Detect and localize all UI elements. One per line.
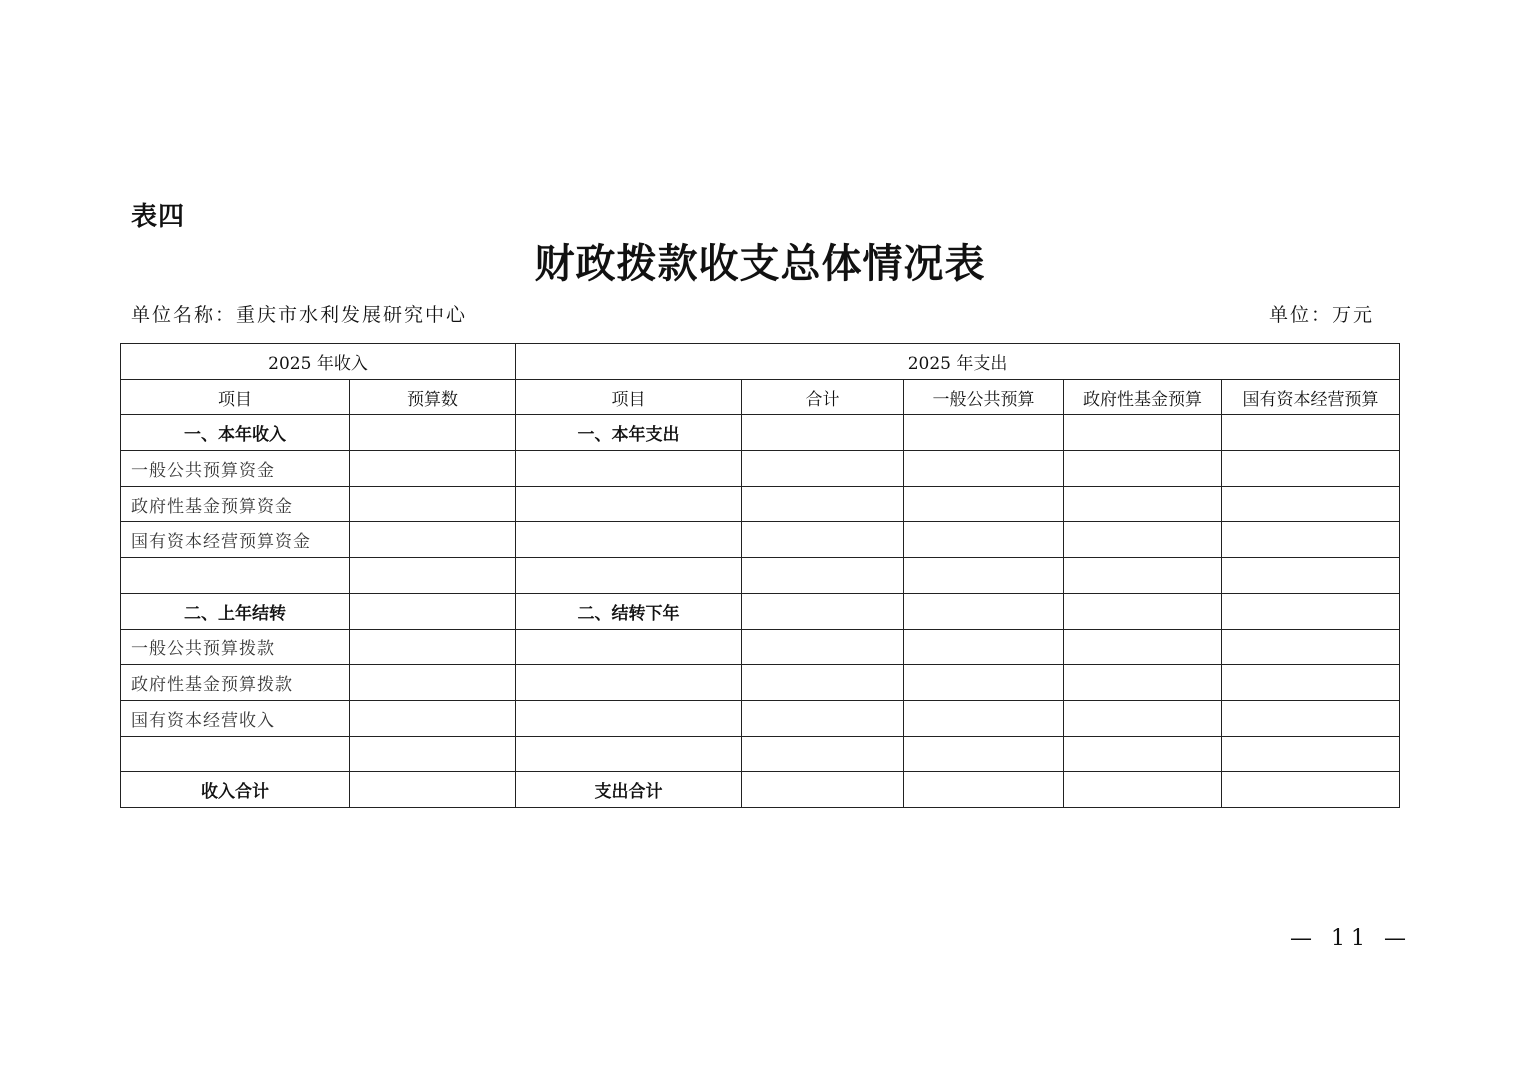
income-item: 政府性基金预算拨款 xyxy=(121,665,350,701)
column-header: 预算数 xyxy=(350,379,516,415)
expense-total xyxy=(742,415,904,451)
expense-total xyxy=(742,629,904,665)
table-row xyxy=(121,665,1400,701)
expense-total xyxy=(742,451,904,487)
income-item xyxy=(121,558,350,594)
expense-fund-budget xyxy=(1064,736,1222,772)
income-item: 一般公共预算拨款 xyxy=(121,629,350,665)
expense-state-capital-budget xyxy=(1222,558,1400,594)
expense-fund-budget xyxy=(1064,415,1222,451)
expense-item: 二、结转下年 xyxy=(516,593,742,629)
expense-group-header: 2025 年支出 xyxy=(516,344,1400,380)
expense-total xyxy=(742,522,904,558)
income-amount xyxy=(350,772,516,808)
income-amount xyxy=(350,665,516,701)
expense-state-capital-budget xyxy=(1222,486,1400,522)
income-amount xyxy=(350,736,516,772)
income-item: 国有资本经营收入 xyxy=(121,700,350,736)
expense-general-budget xyxy=(904,700,1064,736)
column-header: 一般公共预算 xyxy=(904,379,1064,415)
expense-fund-budget xyxy=(1064,558,1222,594)
expense-state-capital-budget xyxy=(1222,593,1400,629)
expense-general-budget xyxy=(904,451,1064,487)
expense-state-capital-budget xyxy=(1222,415,1400,451)
expense-item xyxy=(516,451,742,487)
expense-state-capital-budget xyxy=(1222,629,1400,665)
expense-total xyxy=(742,486,904,522)
table-group-header-row xyxy=(121,344,1400,380)
expense-total xyxy=(742,665,904,701)
income-total-label: 收入合计 xyxy=(121,772,350,808)
page-number: — 11 — xyxy=(1290,926,1412,951)
expense-item xyxy=(516,558,742,594)
unit-label: 单位：万元 xyxy=(1268,304,1374,326)
income-amount xyxy=(350,700,516,736)
income-item: 政府性基金预算资金 xyxy=(121,486,350,522)
expense-item xyxy=(516,736,742,772)
expense-general-budget xyxy=(904,629,1064,665)
column-header: 项目 xyxy=(516,379,742,415)
expense-state-capital-budget xyxy=(1222,772,1400,808)
table-row xyxy=(121,736,1400,772)
expense-general-budget xyxy=(904,772,1064,808)
expense-state-capital-budget xyxy=(1222,736,1400,772)
expense-item: 一、本年支出 xyxy=(516,415,742,451)
expense-fund-budget xyxy=(1064,665,1222,701)
expense-state-capital-budget xyxy=(1222,451,1400,487)
expense-general-budget xyxy=(904,665,1064,701)
income-amount xyxy=(350,558,516,594)
expense-total xyxy=(742,772,904,808)
page-title: 财政拨款收支总体情况表 xyxy=(534,240,986,287)
table-label: 表四 xyxy=(131,202,186,232)
table-row xyxy=(121,486,1400,522)
expense-item xyxy=(516,629,742,665)
table-row xyxy=(121,522,1400,558)
income-amount xyxy=(350,593,516,629)
income-item: 一般公共预算资金 xyxy=(121,451,350,487)
income-amount xyxy=(350,629,516,665)
expense-fund-budget xyxy=(1064,486,1222,522)
expense-general-budget xyxy=(904,522,1064,558)
expense-state-capital-budget xyxy=(1222,522,1400,558)
expense-item xyxy=(516,700,742,736)
expense-total xyxy=(742,736,904,772)
table-row xyxy=(121,415,1400,451)
expense-general-budget xyxy=(904,736,1064,772)
income-amount xyxy=(350,415,516,451)
income-item xyxy=(121,736,350,772)
income-amount xyxy=(350,522,516,558)
table-total-row xyxy=(121,772,1400,808)
expense-total xyxy=(742,558,904,594)
expense-state-capital-budget xyxy=(1222,700,1400,736)
expense-fund-budget xyxy=(1064,593,1222,629)
expense-total xyxy=(742,593,904,629)
expense-fund-budget xyxy=(1064,522,1222,558)
expense-general-budget xyxy=(904,593,1064,629)
expense-fund-budget xyxy=(1064,772,1222,808)
column-header: 国有资本经营预算 xyxy=(1222,379,1400,415)
income-item: 一、本年收入 xyxy=(121,415,350,451)
expense-fund-budget xyxy=(1064,451,1222,487)
expense-general-budget xyxy=(904,558,1064,594)
fiscal-table xyxy=(120,343,1400,808)
expense-total-label: 支出合计 xyxy=(516,772,742,808)
expense-fund-budget xyxy=(1064,629,1222,665)
expense-total xyxy=(742,700,904,736)
table-row xyxy=(121,593,1400,629)
income-item: 国有资本经营预算资金 xyxy=(121,522,350,558)
table-row xyxy=(121,451,1400,487)
expense-state-capital-budget xyxy=(1222,665,1400,701)
expense-fund-budget xyxy=(1064,700,1222,736)
expense-item xyxy=(516,486,742,522)
expense-item xyxy=(516,665,742,701)
income-item: 二、上年结转 xyxy=(121,593,350,629)
column-header: 项目 xyxy=(121,379,350,415)
expense-item xyxy=(516,522,742,558)
table-row xyxy=(121,629,1400,665)
expense-general-budget xyxy=(904,415,1064,451)
table-row xyxy=(121,558,1400,594)
table-column-header-row xyxy=(121,379,1400,415)
column-header: 合计 xyxy=(742,379,904,415)
income-amount xyxy=(350,451,516,487)
column-header: 政府性基金预算 xyxy=(1064,379,1222,415)
expense-general-budget xyxy=(904,486,1064,522)
income-amount xyxy=(350,486,516,522)
unit-name: 单位名称：重庆市水利发展研究中心 xyxy=(131,304,468,326)
table-row xyxy=(121,700,1400,736)
income-group-header: 2025 年收入 xyxy=(121,344,516,380)
